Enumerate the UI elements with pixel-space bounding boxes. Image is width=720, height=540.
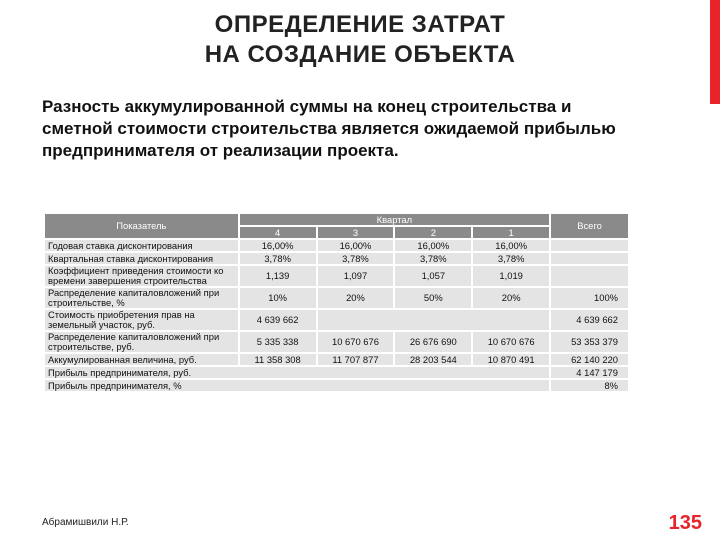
- header-total: Всего: [551, 214, 628, 238]
- table-row: [45, 380, 628, 391]
- header-quarter: Квартал: [240, 214, 549, 225]
- row-value-q4: 1,139: [240, 266, 316, 286]
- header-quarter-1: 1: [473, 227, 549, 238]
- row-total: [551, 240, 628, 251]
- row-label: Прибыль предпринимателя, руб.: [45, 367, 549, 378]
- table-row: [45, 310, 628, 330]
- row-value-q3: 11 707 877: [318, 354, 394, 365]
- table-row: [45, 266, 628, 286]
- row-value-q4: 4 639 662: [240, 310, 316, 330]
- row-value-q2: 50%: [395, 288, 471, 308]
- row-label: Прибыль предпринимателя, %: [45, 380, 549, 391]
- row-value-q3: 20%: [318, 288, 394, 308]
- row-label: Аккумулированная величина, руб.: [45, 354, 238, 365]
- accent-bar: [710, 0, 720, 104]
- row-total: 100%: [551, 288, 628, 308]
- row-value-q3: 1,097: [318, 266, 394, 286]
- row-value-q3: 10 670 676: [318, 332, 394, 352]
- row-value-q4: 10%: [240, 288, 316, 308]
- row-value-q2: 3,78%: [395, 253, 471, 264]
- row-label: Стоимость приобретения прав на земельный участок, руб.: [45, 310, 238, 330]
- row-value-q1: 10 870 491: [473, 354, 549, 365]
- slide-title: [90, 10, 630, 70]
- row-value-q2: 28 203 544: [395, 354, 471, 365]
- header-indicator: Показатель: [45, 214, 238, 238]
- intro-paragraph: Разность аккумулированной суммы на конец строительства и сметной стоимости строительства является ожидаемой прибылью предпринимателя от реализации проекта.: [42, 97, 616, 160]
- row-total: 62 140 220: [551, 354, 628, 365]
- row-value-q4: 11 358 308: [240, 354, 316, 365]
- row-label: Распределение капиталовложений при строительстве, %: [45, 288, 238, 308]
- row-label: Распределение капиталовложений при строительстве, руб.: [45, 332, 238, 352]
- row-total: 8%: [551, 380, 628, 391]
- row-value-q4: 16,00%: [240, 240, 316, 251]
- title-line-2: НА СОЗДАНИЕ ОБЪЕКТА: [204, 41, 516, 68]
- row-blank-span: [318, 310, 550, 330]
- row-value-q2: 26 676 690: [395, 332, 471, 352]
- row-value-q4: 5 335 338: [240, 332, 316, 352]
- row-total: [551, 266, 628, 286]
- row-label: Квартальная ставка дисконтирования: [45, 253, 238, 264]
- row-total: 4 147 179: [551, 367, 628, 378]
- row-value-q1: 1,019: [473, 266, 549, 286]
- row-total: 4 639 662: [551, 310, 628, 330]
- row-value-q2: 16,00%: [395, 240, 471, 251]
- header-quarter-2: 2: [395, 227, 471, 238]
- row-value-q1: 16,00%: [473, 240, 549, 251]
- row-value-q2: 1,057: [395, 266, 471, 286]
- row-value-q3: 16,00%: [318, 240, 394, 251]
- row-value-q1: 20%: [473, 288, 549, 308]
- row-value-q3: 3,78%: [318, 253, 394, 264]
- author-name: Абрамишвили Н.Р.: [42, 517, 129, 528]
- row-label: Коэффициент приведения стоимости ко времени завершения строительства: [45, 266, 238, 286]
- row-total: 53 353 379: [551, 332, 628, 352]
- header-quarter-3: 3: [318, 227, 394, 238]
- table-row: [45, 288, 628, 308]
- table-row: [45, 332, 628, 352]
- row-label: Годовая ставка дисконтирования: [45, 240, 238, 251]
- row-value-q1: 10 670 676: [473, 332, 549, 352]
- table-row: [45, 253, 628, 264]
- row-total: [551, 253, 628, 264]
- table-row: [45, 354, 628, 365]
- table-row: [45, 240, 628, 251]
- cost-table: [43, 212, 630, 393]
- row-value-q4: 3,78%: [240, 253, 316, 264]
- row-value-q1: 3,78%: [473, 253, 549, 264]
- table-row: [45, 367, 628, 378]
- header-quarter-4: 4: [240, 227, 316, 238]
- page-number: 135: [668, 512, 702, 534]
- title-line-1: ОПРЕДЕЛЕНИЕ ЗАТРАТ: [214, 11, 506, 38]
